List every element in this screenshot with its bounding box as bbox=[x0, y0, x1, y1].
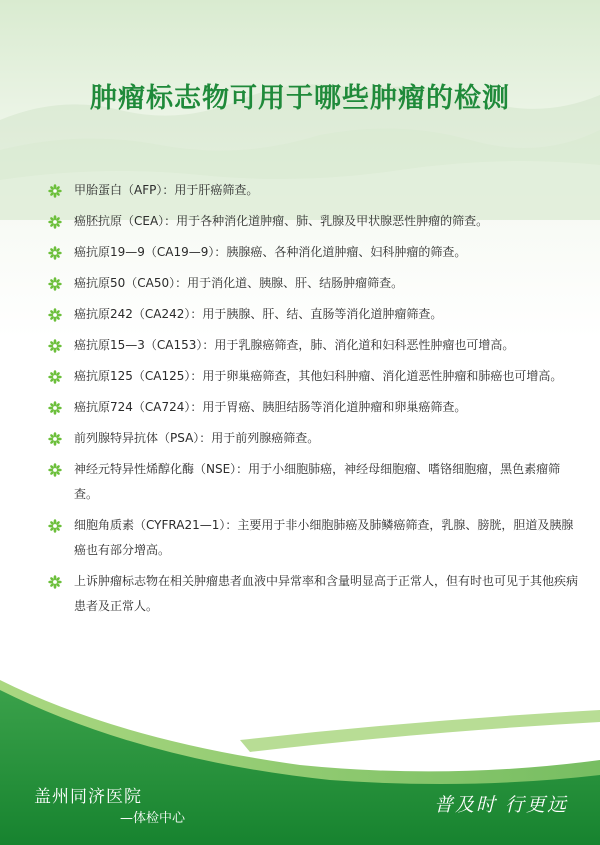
flower-bullet-icon bbox=[48, 364, 74, 389]
flower-bullet-icon bbox=[48, 426, 74, 451]
flower-bullet-icon bbox=[48, 209, 74, 234]
list-item-text: 细胞角质素（CYFRA21—1）：主要用于非小细胞肺癌及肺鳞癌筛查，乳腺、膀胱，胆道及胰腺癌也有部分增高。 bbox=[74, 518, 574, 557]
list-item bbox=[48, 209, 578, 234]
list-item-text: 癌抗原242（CA242）：用于胰腺、肝、结、直肠等消化道肿瘤筛查。 bbox=[74, 307, 443, 321]
list-item-text: 癌抗原15—3（CA153）：用于乳腺癌筛查，肺、消化道和妇科恶性肿瘤也可增高。 bbox=[74, 338, 515, 352]
list-item-text: 上诉肿瘤标志物在相关肿瘤患者血液中异常率和含量明显高于正常人，但有时也可见于其他疾病患者及正常人。 bbox=[74, 574, 579, 613]
flower-bullet-icon bbox=[48, 178, 74, 203]
list-item-text: 癌抗原19—9（CA19—9）：胰腺癌、各种消化道肿瘤、妇科肿瘤的筛查。 bbox=[74, 245, 467, 259]
department-name: —体检中心 bbox=[120, 811, 186, 826]
list-item bbox=[48, 513, 578, 563]
list-item-text: 甲胎蛋白（AFP）：用于肝癌筛查。 bbox=[74, 183, 259, 197]
list-item bbox=[48, 426, 578, 451]
list-item-text: 癌抗原50（CA50）：用于消化道、胰腺、肝、结肠肿瘤筛查。 bbox=[74, 276, 404, 290]
list-item bbox=[48, 271, 578, 296]
slogan: 普及时 行更远 bbox=[433, 794, 568, 816]
list-item bbox=[48, 178, 578, 203]
list-item-text: 神经元特异性烯醇化酶（NSE）：用于小细胞肺癌，神经母细胞瘤、嗜铬细胞瘤，黑色素瘤筛查。 bbox=[74, 462, 561, 501]
flower-bullet-icon bbox=[48, 271, 74, 296]
list-item-text: 癌抗原724（CA724）：用于胃癌、胰胆结肠等消化道肿瘤和卵巢癌筛查。 bbox=[74, 400, 467, 414]
flower-bullet-icon bbox=[48, 569, 74, 594]
marker-list bbox=[48, 178, 578, 625]
flower-bullet-icon bbox=[48, 395, 74, 420]
list-item bbox=[48, 569, 578, 619]
list-item bbox=[48, 364, 578, 389]
list-item bbox=[48, 457, 578, 507]
flower-bullet-icon bbox=[48, 457, 74, 482]
list-item bbox=[48, 240, 578, 265]
hospital-name: 盖州同济医院 bbox=[34, 787, 142, 807]
list-item bbox=[48, 395, 578, 420]
flower-bullet-icon bbox=[48, 240, 74, 265]
list-item-text: 癌抗原125（CA125）：用于卵巢癌筛查，其他妇科肿瘤、消化道恶性肿瘤和肺癌也可增高。 bbox=[74, 369, 563, 383]
flower-bullet-icon bbox=[48, 302, 74, 327]
list-item-text: 前列腺特异抗体（PSA）：用于前列腺癌筛查。 bbox=[74, 431, 320, 445]
list-item bbox=[48, 302, 578, 327]
flower-bullet-icon bbox=[48, 513, 74, 538]
list-item-text: 癌胚抗原（CEA）：用于各种消化道肿瘤、肺、乳腺及甲状腺恶性肿瘤的筛查。 bbox=[74, 214, 489, 228]
page-title: 肿瘤标志物可用于哪些肿瘤的检测 bbox=[90, 83, 510, 114]
flower-bullet-icon bbox=[48, 333, 74, 358]
list-item bbox=[48, 333, 578, 358]
